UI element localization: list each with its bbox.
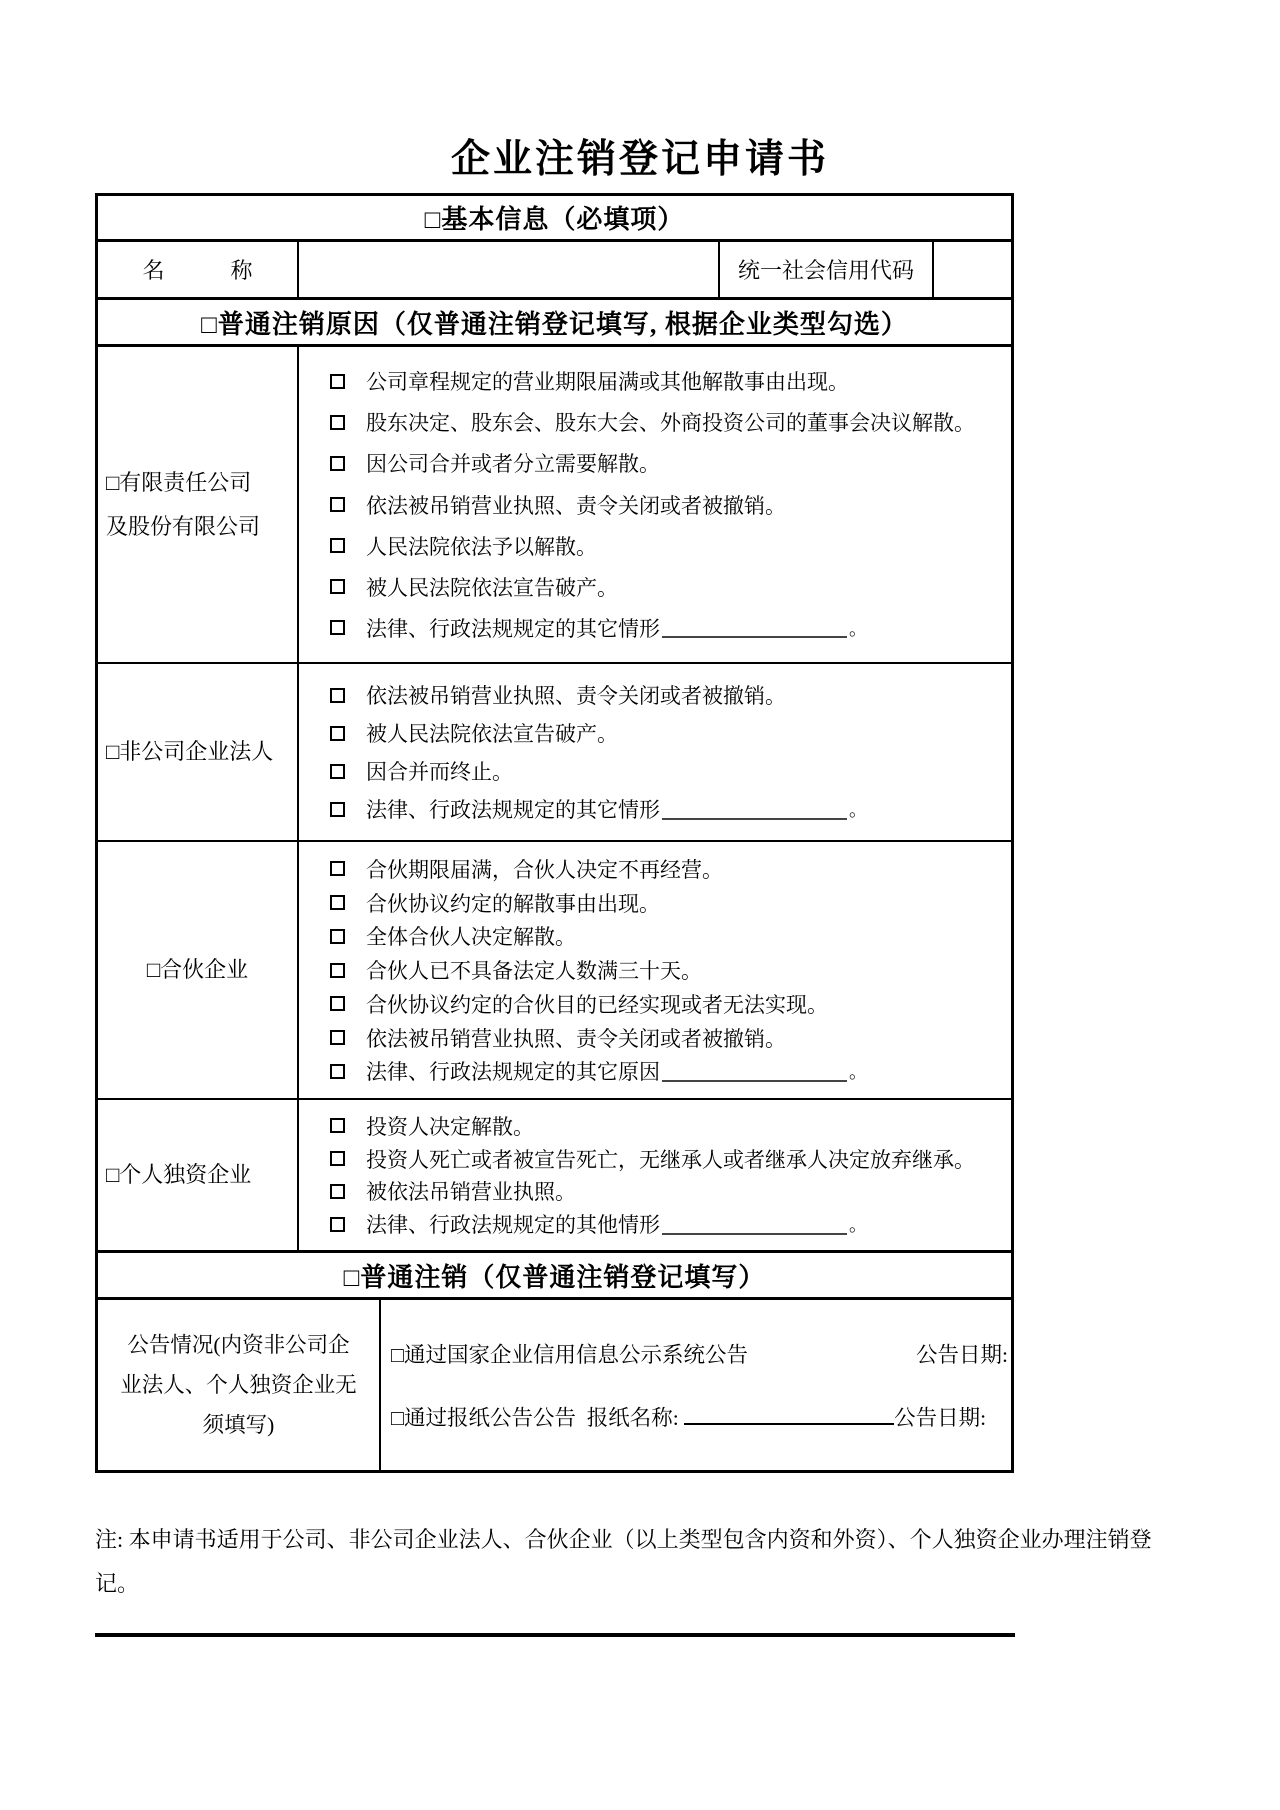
announcement-category-label: 须填写) xyxy=(202,1413,275,1437)
reason-item xyxy=(330,490,1005,520)
checkbox[interactable] xyxy=(330,620,345,635)
reason-item xyxy=(330,680,1005,710)
checkbox[interactable] xyxy=(330,579,345,594)
company-type-cell[interactable] xyxy=(98,664,297,840)
announcement-line-system xyxy=(391,1338,1008,1369)
announcement-category-cell xyxy=(98,1300,379,1470)
reason-item xyxy=(330,921,1005,951)
checkbox[interactable] xyxy=(330,1030,345,1045)
credit-code-input-cell[interactable] xyxy=(932,242,1011,297)
company-type-label: □有限责任公司 xyxy=(106,469,252,495)
reason-item xyxy=(330,448,1005,478)
reason-item-label: 投资人死亡或者被宣告死亡，无继承人或者继承人决定放弃继承。 xyxy=(366,1147,975,1172)
reason-item xyxy=(330,407,1005,437)
reason-item-label: 依法被吊销营业执照、责令关闭或者被撤销。 xyxy=(366,493,786,518)
reason-row xyxy=(98,347,1011,662)
section-header-common-dereg[interactable]: □普通注销（仅普通注销登记填写） xyxy=(98,1250,1011,1300)
reason-item xyxy=(330,794,1005,824)
section-header-dereg-reason[interactable]: □普通注销原因（仅普通注销登记填写, 根据企业类型勾选） xyxy=(98,297,1011,347)
reason-row xyxy=(98,1098,1011,1250)
announcement-category-label: 公告情况(内资非公司企 xyxy=(127,1333,350,1357)
checkbox[interactable] xyxy=(330,963,345,978)
reason-items xyxy=(297,664,1011,840)
checkbox[interactable] xyxy=(330,456,345,471)
reason-item xyxy=(330,1144,1005,1174)
checkbox[interactable] xyxy=(330,726,345,741)
reason-item-label: 被人民法院依法宣告破产。 xyxy=(366,575,618,600)
checkbox[interactable] xyxy=(330,895,345,910)
checkbox[interactable] xyxy=(330,996,345,1011)
reason-item-label: 因公司合并或者分立需要解散。 xyxy=(366,452,660,477)
reason-item xyxy=(330,1023,1005,1053)
period-suffix: 。 xyxy=(849,1062,867,1083)
reason-item-label: 公司章程规定的营业期限届满或其他解散事由出现。 xyxy=(366,370,849,395)
reason-item-label: 因合并而终止。 xyxy=(366,760,513,784)
period-suffix: 。 xyxy=(849,618,867,639)
name-input-cell[interactable] xyxy=(297,242,718,297)
blank-underline[interactable] xyxy=(662,617,847,638)
reason-items xyxy=(297,1100,1011,1250)
announcement-date-label-2: 公告日期: xyxy=(894,1406,987,1430)
reason-item-label: 人民法院依法予以解散。 xyxy=(366,534,597,559)
checkbox[interactable] xyxy=(330,1064,345,1079)
reason-item xyxy=(330,756,1005,786)
newspaper-name-blank[interactable] xyxy=(684,1404,894,1425)
checkbox[interactable] xyxy=(330,374,345,389)
reason-item-label: 股东决定、股东会、股东大会、外商投资公司的董事会决议解散。 xyxy=(366,411,975,436)
credit-code-label: 统一社会信用代码 xyxy=(718,242,932,297)
checkbox[interactable] xyxy=(330,497,345,512)
checkbox[interactable] xyxy=(330,415,345,430)
page-title: 企业注销登记申请书 xyxy=(450,138,829,181)
reason-item xyxy=(330,888,1005,918)
period-suffix: 。 xyxy=(849,800,867,820)
announcement-row xyxy=(98,1300,1011,1470)
reason-row xyxy=(98,840,1011,1098)
reason-item xyxy=(330,572,1005,602)
reason-item-label: 法律、行政法规规定的其它情形 xyxy=(366,798,660,822)
name-row xyxy=(98,242,1011,297)
announcement-body xyxy=(379,1300,1011,1470)
blank-underline[interactable] xyxy=(662,1061,847,1082)
reason-item xyxy=(330,718,1005,748)
announcement-system-option[interactable]: □通过国家企业信用信息公示系统公告 xyxy=(391,1343,748,1367)
reason-item-label: 被人民法院依法宣告破产。 xyxy=(366,722,618,746)
reason-item-label: 法律、行政法规规定的其它原因 xyxy=(366,1060,660,1085)
checkbox[interactable] xyxy=(330,688,345,703)
reason-item xyxy=(330,1111,1005,1141)
reason-items xyxy=(297,842,1011,1098)
reason-item-label: 全体合伙人决定解散。 xyxy=(366,925,576,950)
reason-item xyxy=(330,531,1005,561)
reason-item xyxy=(330,989,1005,1019)
reason-item xyxy=(330,1176,1005,1206)
checkbox[interactable] xyxy=(330,1217,345,1232)
reason-item-label: 被依法吊销营业执照。 xyxy=(366,1180,576,1205)
announcement-category-label: 业法人、个人独资企业无 xyxy=(120,1373,357,1397)
checkbox[interactable] xyxy=(330,929,345,944)
company-type-label: 及股份有限公司 xyxy=(106,513,261,539)
reason-item-label: 合伙期限届满，合伙人决定不再经营。 xyxy=(366,857,723,882)
company-type-label: □非公司企业法人 xyxy=(106,739,274,764)
reason-item xyxy=(330,366,1005,396)
bottom-divider xyxy=(95,1633,1015,1637)
reason-item-label: 合伙协议约定的合伙目的已经实现或者无法实现。 xyxy=(366,992,828,1017)
reason-item xyxy=(330,613,1005,643)
blank-underline[interactable] xyxy=(662,1214,847,1235)
company-type-cell[interactable] xyxy=(98,1100,297,1250)
checkbox[interactable] xyxy=(330,1118,345,1133)
reason-rows-container xyxy=(98,347,1011,1250)
reason-item-label: 依法被吊销营业执照、责令关闭或者被撤销。 xyxy=(366,684,786,708)
blank-underline[interactable] xyxy=(662,799,847,820)
reason-item-label: 法律、行政法规规定的其他情形 xyxy=(366,1213,660,1238)
checkbox[interactable] xyxy=(330,802,345,817)
reason-item-label: 投资人决定解散。 xyxy=(366,1114,534,1139)
reason-item-label: 合伙人已不具备法定人数满三十天。 xyxy=(366,959,702,983)
period-suffix: 。 xyxy=(849,1215,867,1236)
section-header-basic-info[interactable]: □基本信息（必填项） xyxy=(98,196,1011,242)
checkbox[interactable] xyxy=(330,538,345,553)
form-table xyxy=(95,193,1014,1473)
name-label: 名 称 xyxy=(142,258,253,283)
reason-item xyxy=(330,1209,1005,1239)
announcement-line-newspaper xyxy=(391,1401,1008,1432)
reason-items xyxy=(297,347,1011,662)
reason-item xyxy=(330,1056,1005,1086)
announcement-newspaper-option[interactable]: □通过报纸公告公告 报纸名称: xyxy=(391,1406,685,1430)
footnote: 注: 本申请书适用于公司、非公司企业法人、合伙企业（以上类型包含内资和外资）、个人独资企业办理注销登记。 xyxy=(95,1527,1152,1596)
reason-item-label: 依法被吊销营业执照、责令关闭或者被撤销。 xyxy=(366,1026,786,1051)
company-type-cell[interactable] xyxy=(98,347,297,662)
checkbox[interactable] xyxy=(330,764,345,779)
company-type-label: □个人独资企业 xyxy=(106,1162,252,1187)
reason-row xyxy=(98,662,1011,840)
reason-item xyxy=(330,955,1005,985)
company-type-label: □合伙企业 xyxy=(146,957,249,982)
checkbox[interactable] xyxy=(330,1184,345,1199)
reason-item-label: 法律、行政法规规定的其它情形 xyxy=(366,616,660,641)
checkbox[interactable] xyxy=(330,861,345,876)
announcement-date-label-1: 公告日期: xyxy=(916,1343,1008,1367)
reason-item-label: 合伙协议约定的解散事由出现。 xyxy=(366,891,660,916)
company-type-cell[interactable] xyxy=(98,842,297,1098)
reason-item xyxy=(330,854,1005,884)
checkbox[interactable] xyxy=(330,1151,345,1166)
